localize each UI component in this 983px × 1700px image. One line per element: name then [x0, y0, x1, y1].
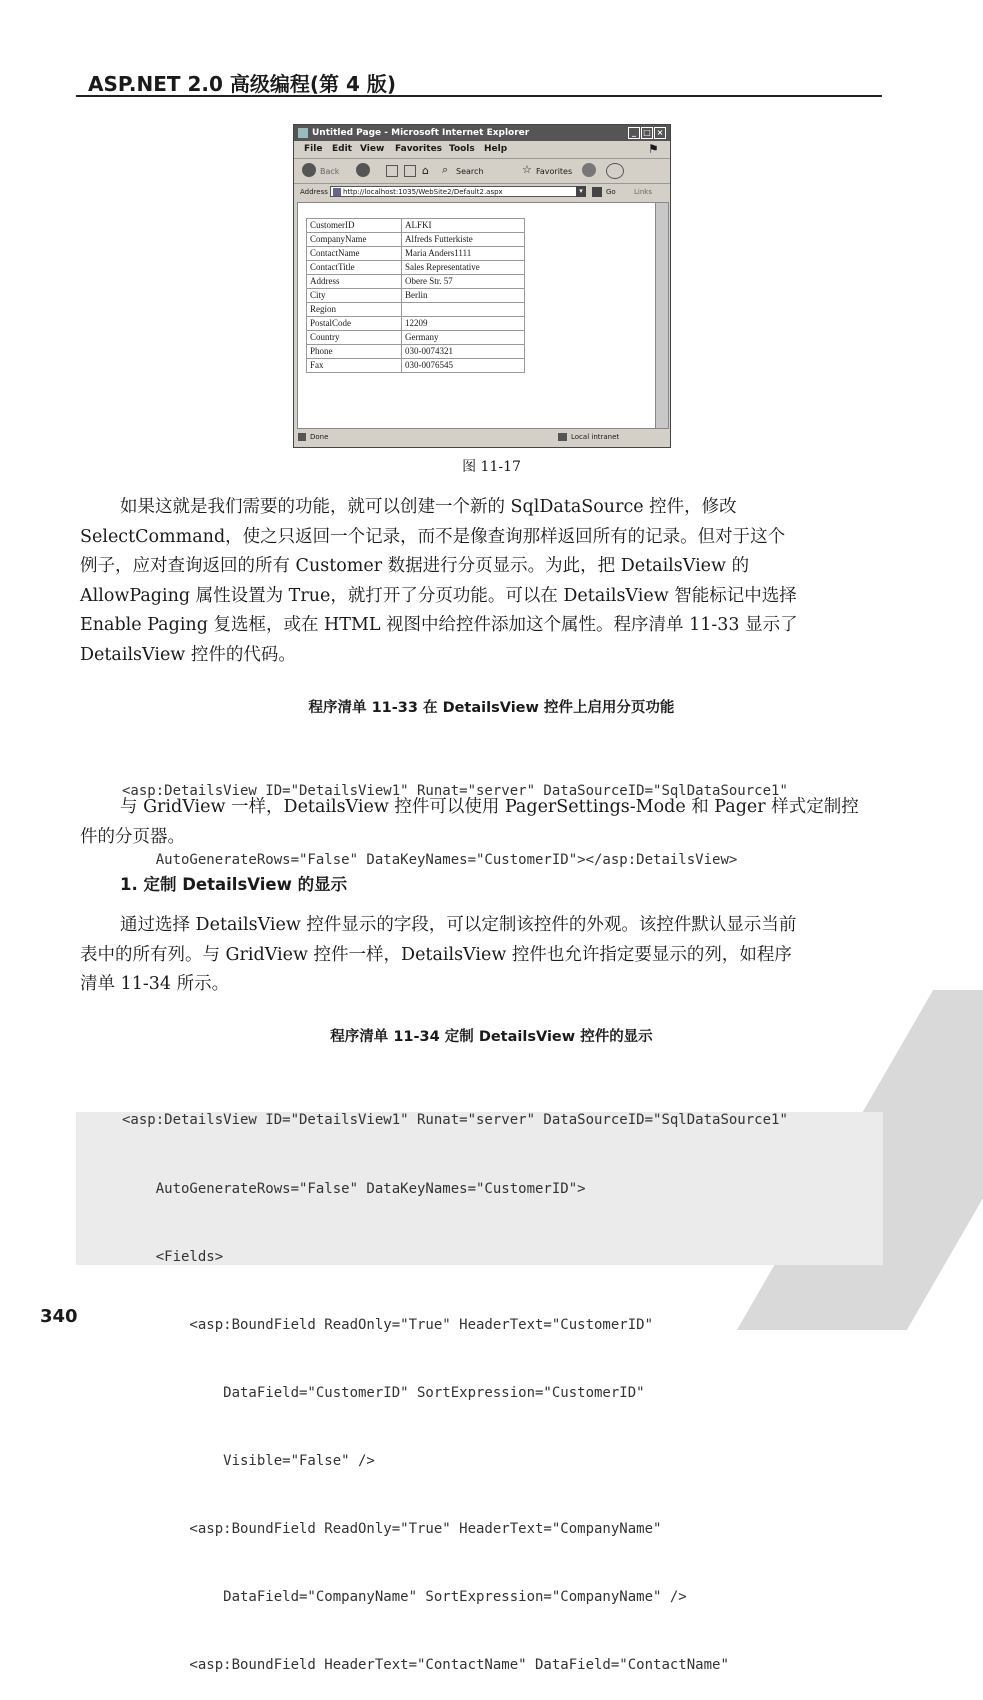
- close-icon[interactable]: ×: [654, 127, 666, 139]
- paragraph-line: AllowPaging 属性设置为 True，就打开了分页功能。可以在 DetailsView 智能标记中选择: [80, 585, 797, 606]
- code-line: DataField="CustomerID" SortExpression="CustomerID": [122, 1384, 645, 1401]
- status-bar: [294, 429, 670, 445]
- code-line: DataField="CompanyName" SortExpression="CompanyName" />: [122, 1589, 687, 1606]
- details-row: [307, 317, 525, 331]
- done-page-icon: [298, 433, 306, 441]
- field-name-cell: Address: [307, 275, 402, 289]
- details-row: [307, 303, 525, 317]
- ie-logo-icon: [298, 128, 308, 138]
- field-name-cell: PostalCode: [307, 317, 402, 331]
- field-value-cell: Germany: [402, 331, 525, 345]
- status-done: Done: [310, 433, 329, 441]
- go-label[interactable]: Go: [606, 188, 616, 196]
- field-name-cell: City: [307, 289, 402, 303]
- address-url: http://localhost:1035/WebSite2/Default2.aspx: [343, 188, 503, 196]
- field-value-cell: 030-0074321: [402, 345, 525, 359]
- intranet-icon: [558, 433, 567, 441]
- toolbar: [294, 158, 670, 183]
- details-row: [307, 233, 525, 247]
- field-name-cell: Region: [307, 303, 402, 317]
- paragraph-line: 件的分页器。: [80, 826, 185, 847]
- address-input[interactable]: [330, 186, 582, 197]
- details-view-table: [306, 218, 525, 373]
- vertical-scrollbar[interactable]: [655, 202, 669, 429]
- back-arrow-icon[interactable]: [302, 163, 316, 177]
- header-rule: [76, 95, 882, 97]
- field-value-cell: 12209: [402, 317, 525, 331]
- windows-flag-icon: ⚑: [648, 142, 659, 156]
- code-line: <asp:BoundField ReadOnly="True" HeaderText="CompanyName": [122, 1521, 662, 1538]
- browser-window-figure: [293, 124, 671, 448]
- menu-view[interactable]: View: [360, 144, 385, 154]
- stop-icon[interactable]: [386, 165, 398, 177]
- page-content-area: [297, 202, 657, 429]
- paragraph-line: 表中的所有列。与 GridView 控件一样，DetailsView 控件也允许指定要显示的列，如程序: [80, 944, 792, 965]
- window-titlebar: [294, 125, 670, 141]
- field-value-cell: Maria Anders1111: [402, 247, 525, 261]
- details-row: [307, 331, 525, 345]
- field-value-cell: Obere Str. 57: [402, 275, 525, 289]
- refresh-icon[interactable]: [404, 165, 416, 177]
- go-arrow-icon[interactable]: [592, 187, 602, 197]
- listing-title-11-34: 程序清单 11-34 定制 DetailsView 控件的显示: [330, 1029, 653, 1045]
- field-value-cell: Alfreds Futterkiste: [402, 233, 525, 247]
- window-title: Untitled Page - Microsoft Internet Explorer: [312, 128, 530, 138]
- field-name-cell: ContactName: [307, 247, 402, 261]
- address-bar: [294, 183, 670, 201]
- code-line: AutoGenerateRows="False" DataKeyNames="CustomerID"></asp:DetailsView>: [122, 851, 738, 868]
- field-value-cell: 030-0076545: [402, 359, 525, 373]
- paragraph-line: 清单 11-34 所示。: [80, 974, 230, 994]
- details-row: [307, 275, 525, 289]
- maximize-icon[interactable]: □: [641, 127, 653, 139]
- code-line: AutoGenerateRows="False" DataKeyNames="CustomerID">: [122, 1180, 586, 1197]
- paragraph-line: SelectCommand，使之只返回一个记录，而不是像查询那样返回所有的记录。但对于这个: [80, 526, 786, 547]
- code-line: <asp:BoundField HeaderText="ContactName" DataField="ContactName": [122, 1657, 729, 1674]
- menu-favorites[interactable]: Favorites: [395, 144, 443, 154]
- menu-file[interactable]: File: [304, 144, 323, 154]
- field-name-cell: Fax: [307, 359, 402, 373]
- favorites-star-icon[interactable]: ☆: [522, 163, 532, 176]
- field-name-cell: Country: [307, 331, 402, 345]
- paragraph-1: [80, 493, 882, 670]
- field-value-cell: Berlin: [402, 289, 525, 303]
- details-row: [307, 261, 525, 275]
- code-line: <asp:DetailsView ID="DetailsView1" Runat="server" DataSourceID="SqlDataSource1": [122, 1112, 788, 1129]
- code-line: Visible="False" />: [122, 1452, 375, 1469]
- field-value-cell: Sales Representative: [402, 261, 525, 275]
- status-zone: Local intranet: [571, 433, 620, 441]
- search-label[interactable]: Search: [456, 167, 484, 176]
- details-row: [307, 345, 525, 359]
- paragraph-line: Enable Paging 复选框，或在 HTML 视图中给控件添加这个属性。程序清单 11-33 显示了: [80, 615, 798, 635]
- listing-title-11-33: 程序清单 11-33 在 DetailsView 控件上启用分页功能: [308, 700, 675, 716]
- field-name-cell: Phone: [307, 345, 402, 359]
- history-icon[interactable]: [582, 163, 596, 177]
- paragraph-line: 通过选择 DetailsView 控件显示的字段，可以定制该控件的外观。该控件默认显示当前: [120, 915, 797, 935]
- field-value-cell: ALFKI: [402, 219, 525, 233]
- mail-icon[interactable]: [606, 163, 624, 179]
- paragraph-line: 与 GridView 一样，DetailsView 控件可以使用 PagerSettings-Mode 和 Pager 样式定制控: [120, 797, 859, 817]
- field-name-cell: ContactTitle: [307, 261, 402, 275]
- section-heading: 1. 定制 DetailsView 的显示: [120, 875, 348, 894]
- links-label[interactable]: Links: [634, 188, 652, 196]
- code-line: <Fields>: [122, 1248, 224, 1265]
- code-listing-11-34: [122, 1064, 788, 1700]
- paragraph-line: 如果这就是我们需要的功能，就可以创建一个新的 SqlDataSource 控件，修改: [120, 497, 737, 517]
- details-row: [307, 289, 525, 303]
- address-label: Address: [300, 188, 328, 196]
- favorites-label[interactable]: Favorites: [536, 167, 573, 176]
- field-value-cell: [402, 303, 525, 317]
- paragraph-line: DetailsView 控件的代码。: [80, 644, 296, 665]
- home-icon[interactable]: ⌂: [422, 164, 429, 177]
- menu-tools[interactable]: Tools: [449, 144, 475, 154]
- back-label[interactable]: Back: [320, 167, 340, 176]
- details-row: [307, 359, 525, 373]
- running-header: ASP.NET 2.0 高级编程(第 4 版): [88, 72, 396, 96]
- menu-bar: [294, 141, 670, 157]
- page-icon: [333, 188, 341, 196]
- details-row: [307, 247, 525, 261]
- details-row: [307, 219, 525, 233]
- menu-help[interactable]: Help: [484, 144, 508, 154]
- figure-caption: 图 11-17: [462, 459, 521, 475]
- field-name-cell: CustomerID: [307, 219, 402, 233]
- forward-arrow-icon[interactable]: [356, 163, 370, 177]
- field-name-cell: CompanyName: [307, 233, 402, 247]
- menu-edit[interactable]: Edit: [332, 144, 352, 154]
- paragraph-line: 例子，应对查询返回的所有 Customer 数据进行分页显示。为此，把 DetailsView 的: [80, 556, 750, 576]
- paragraph-2: [80, 793, 882, 852]
- minimize-icon[interactable]: _: [628, 127, 640, 139]
- code-line: <asp:DetailsView ID="DetailsView1" Runat="server" DataSourceID="SqlDataSource1": [122, 783, 788, 800]
- address-dropdown-icon[interactable]: ▾: [576, 186, 586, 197]
- code-line: <asp:BoundField ReadOnly="True" HeaderText="CustomerID": [122, 1316, 654, 1333]
- page-number: 340: [40, 1306, 78, 1327]
- search-icon[interactable]: ⌕: [442, 163, 449, 176]
- paragraph-3: [80, 911, 882, 1000]
